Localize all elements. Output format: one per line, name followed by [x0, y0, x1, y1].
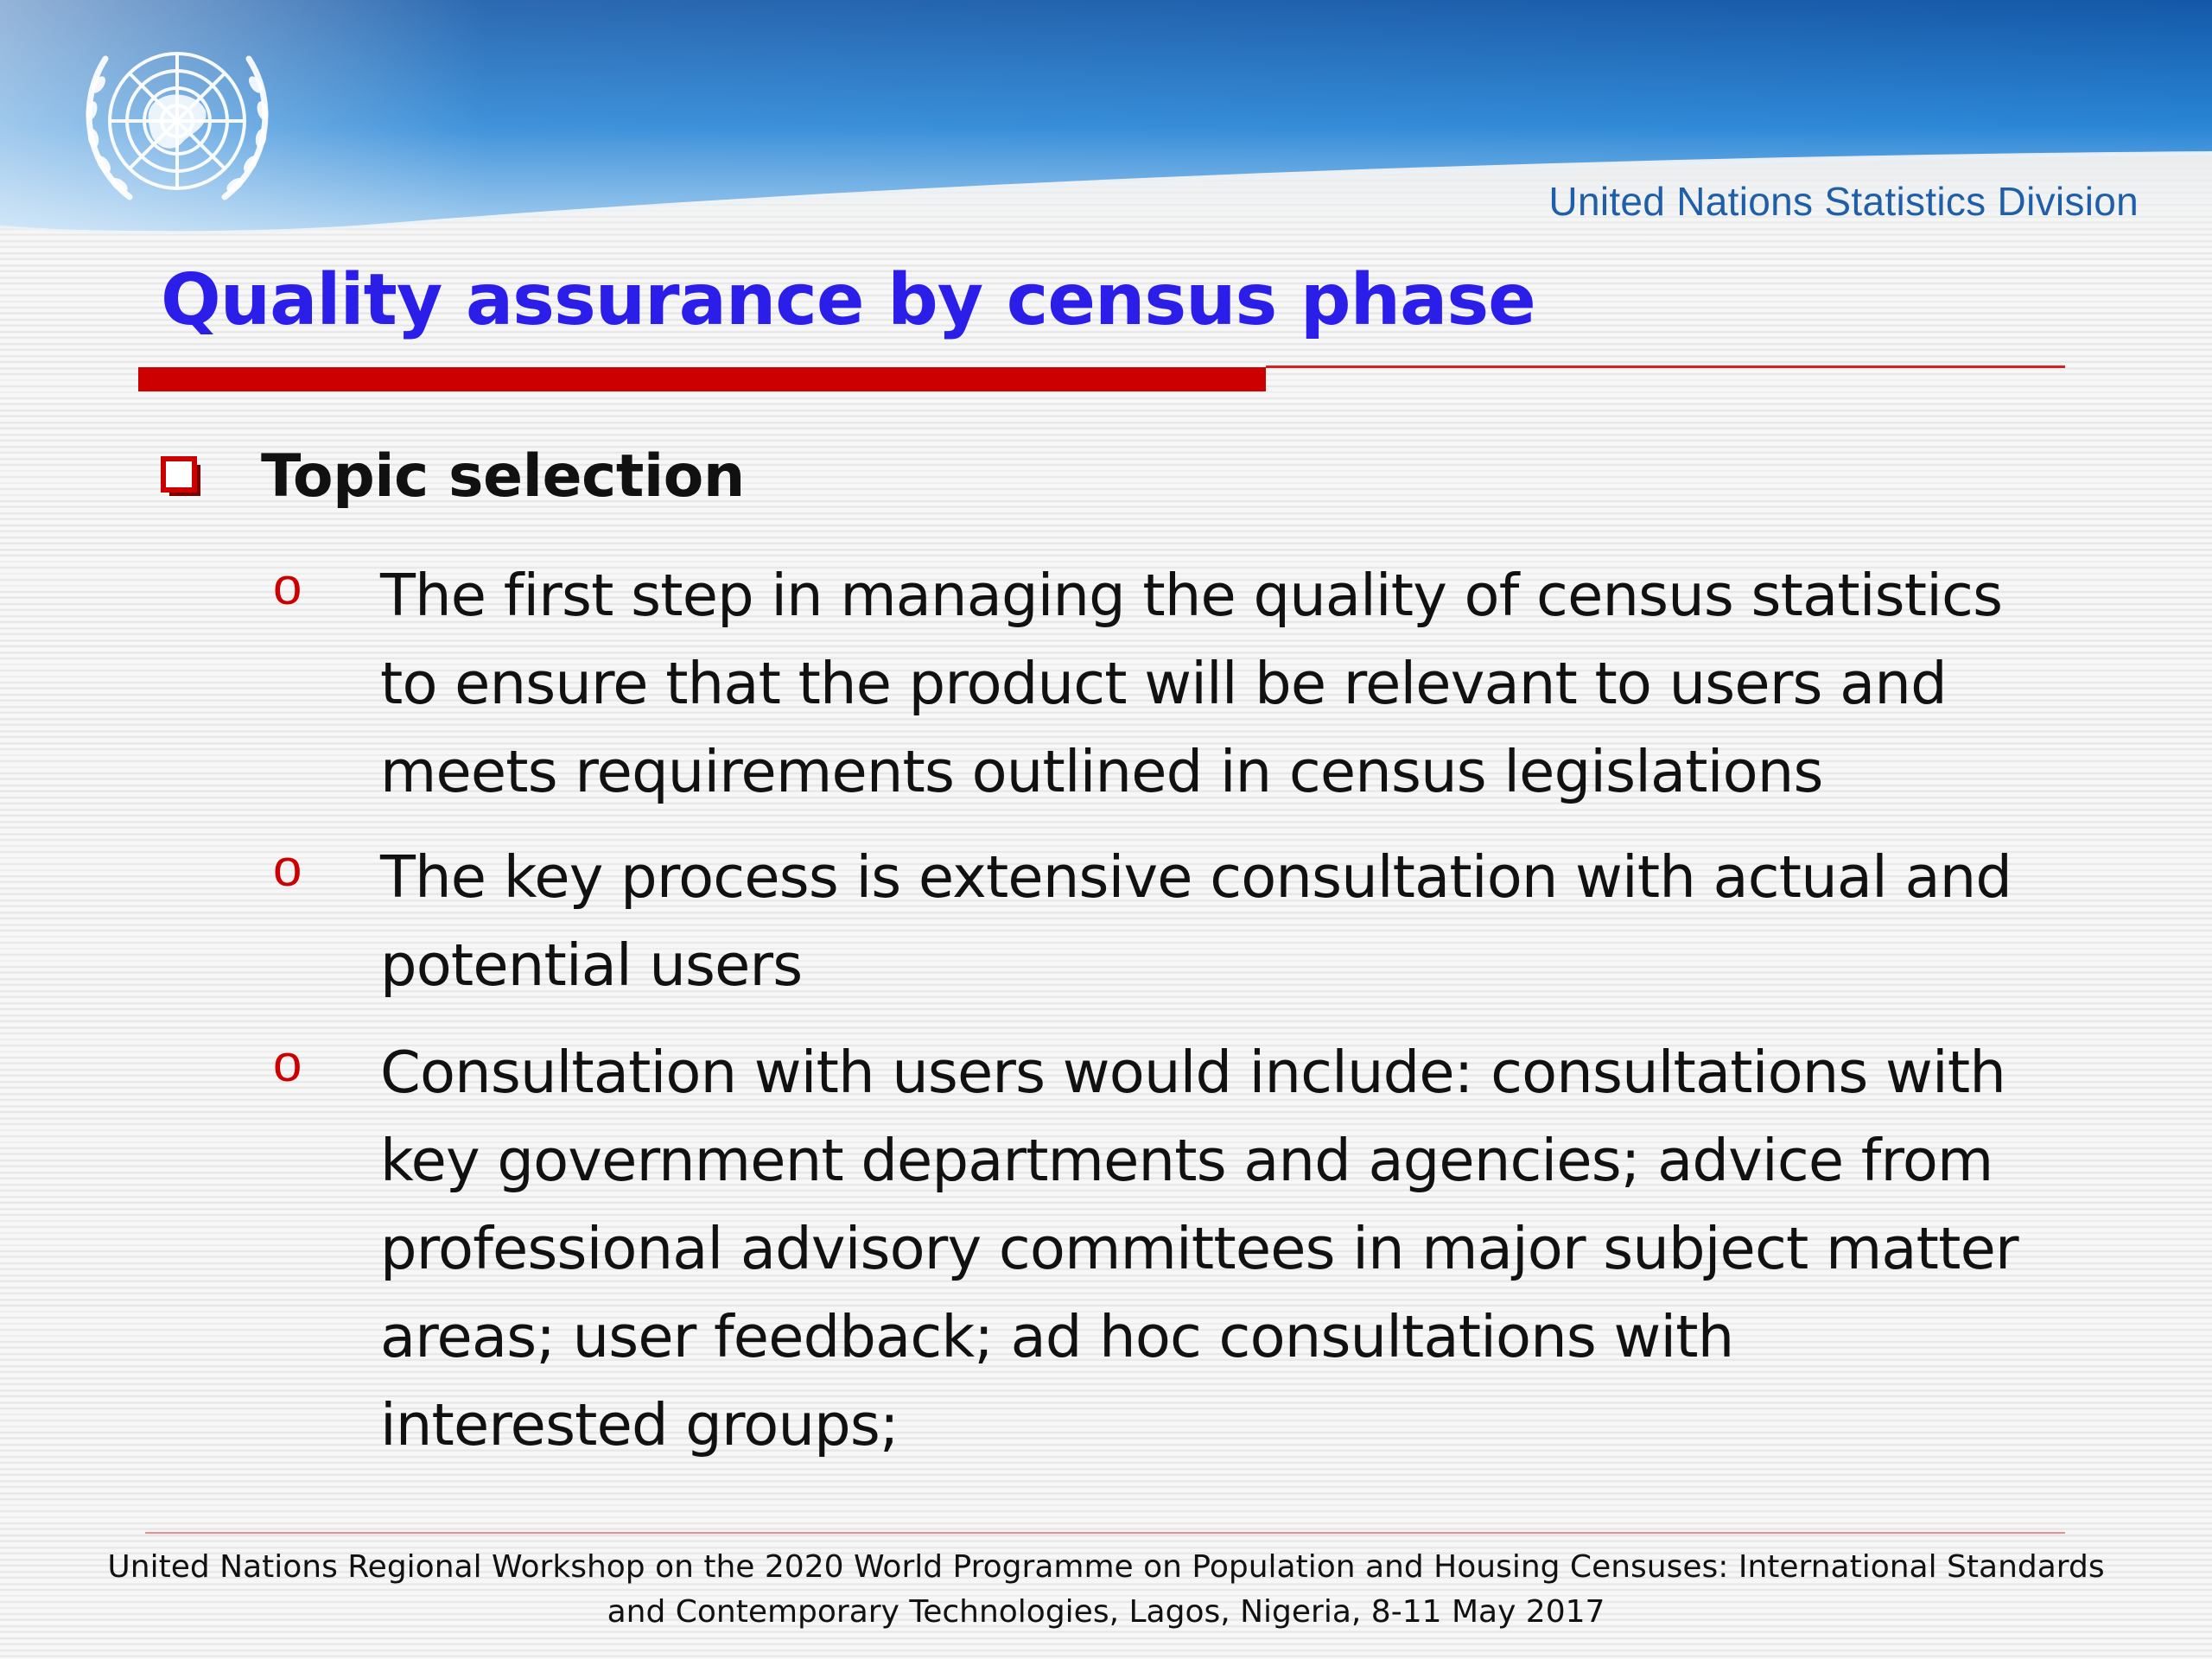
topic-heading [161, 442, 745, 511]
list-item-text: The first step in managing the quality of census statistics to ensure that the product will be relevant to users and meets requirements outlined in census legislations [380, 562, 2003, 805]
title-underline-thick [138, 367, 1266, 391]
list-bullet: o [273, 839, 302, 897]
organization-name: United Nations Statistics Division [1548, 179, 2139, 224]
list-bullet: o [273, 1034, 302, 1092]
un-emblem-icon [60, 24, 294, 227]
topic-label: Topic selection [261, 442, 745, 511]
footer-divider [145, 1532, 2065, 1534]
title-underline-thin [1266, 365, 2065, 368]
list-item-text: The key process is extensive consultation with actual and potential users [380, 843, 2012, 999]
list-item-text: Consultation with users would include: consultations with key government departments and agencies; advice from professional advisory committees in major subject matter areas; user feedback; ad hoc consultations with interested groups; [380, 1039, 2018, 1459]
footer-text: United Nations Regional Workshop on the 2020 World Programme on Population and Housing Censuses: International Standards and Contemporary Technologies, Lagos, Nigeria, 8-11 May 2017 [107, 1549, 2105, 1630]
header-banner [0, 0, 2212, 259]
checkbox-bullet-icon [161, 456, 202, 498]
slide-title: Quality assurance by census phase [161, 259, 1535, 341]
list-bullet: o [273, 557, 302, 615]
